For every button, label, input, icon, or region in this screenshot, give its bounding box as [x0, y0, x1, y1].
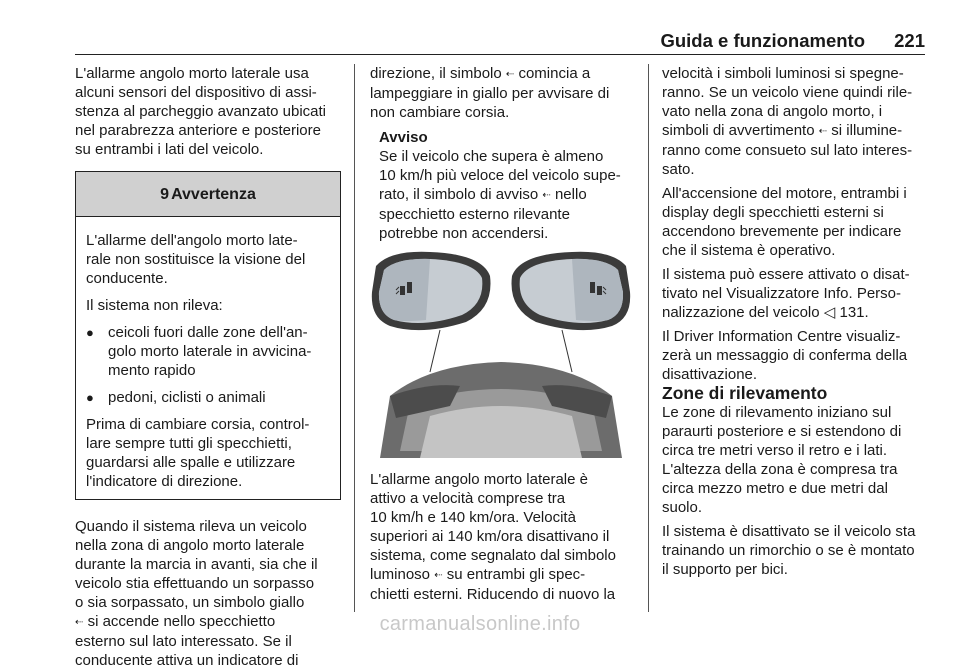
page-number: 221	[894, 30, 925, 51]
blind-spot-symbol-icon: ⇠	[505, 69, 515, 80]
note-title: Avviso	[379, 129, 428, 146]
warning-paragraph: Prima di cambiare corsia, control- lare sempre tutti gli specchietti, guardarsi alle spalle e utilizzare l'indicatore di direzione.	[86, 416, 310, 490]
section-title: Guida e funzionamento	[660, 30, 865, 51]
section-heading: Zone di rilevamento	[662, 383, 828, 403]
blind-spot-symbol-icon: ⇠	[818, 126, 828, 137]
body-paragraph: Quando il sistema rileva un veicolo nella zona di angolo morto laterale durante la marcia in avanti, sia che il veicolo stia effettuando un sorpasso o sia sorpassato, un simbolo giallo ⇠ si accende nello specchietto esterno sul lato interessato. Se il conducente attiva un indicatore di	[75, 518, 318, 669]
page-reference-link[interactable]: 131.	[839, 304, 869, 321]
warning-icon: 9	[160, 185, 170, 203]
page-header	[75, 30, 925, 55]
blind-spot-symbol-icon: ⇠	[434, 570, 443, 581]
column-divider-left	[354, 64, 355, 612]
body-paragraph: All'accensione del motore, entrambi i display degli specchietti esterni si accendono brevemente per indicare che il sistema è operativo.	[662, 185, 907, 259]
intro-paragraph: L'allarme angolo morto laterale usa alcuni sensori del dispositivo di assi- stenza al parcheggio avanzato ubicati nel parabrezza anteriore e posteriore su entrambi i lati del veicolo.	[75, 65, 327, 158]
warning-title: Avvertenza	[171, 185, 256, 203]
column-2-lower	[370, 470, 632, 604]
warning-bullet-item: ● ceicoli fuori dalle zone dell'an- golo morto laterale in avvicina- mento rapido	[86, 324, 312, 379]
page-reference-arrow-icon: ◁	[823, 304, 836, 321]
blind-spot-symbol-icon: ⇠	[75, 617, 84, 628]
warning-header	[76, 172, 340, 217]
mirror-illustration	[370, 246, 632, 458]
body-paragraph: direzione, il simbolo ⇠ comincia a lampeggiare in giallo per avvisare di non cambiare corsia.	[370, 65, 610, 121]
body-paragraph: Il Driver Information Centre visualiz- zerà un messaggio di conferma della disattivazione.	[662, 328, 908, 383]
body-paragraph: Il sistema può essere attivato o disat- tivato nel Visualizzatore Info. Perso- nalizzazione del veicolo ◁ 131.	[662, 266, 910, 321]
warning-box	[75, 171, 341, 500]
mirrors-and-car-figure	[370, 246, 632, 458]
blind-spot-symbol-icon: ⇠	[542, 190, 551, 201]
watermark: carmanualsonline.info	[379, 613, 581, 635]
warning-paragraph: L'allarme dell'angolo morto late- rale non sostituisce la visione del conducente.	[86, 232, 306, 287]
column-1	[75, 64, 343, 670]
note-block: Avviso Se il veicolo che supera è almeno 10 km/h più veloce del veicolo supe- rato, il simbolo di avviso ⇠ nello specchietto esterno rilevante potrebbe non accendersi.	[370, 122, 632, 243]
body-paragraph: L'allarme angolo morto laterale è attivo a velocità comprese tra 10 km/h e 140 km/ora. Velocità superiori ai 140 km/ora disattivano il sistema, come segnalato dal simbolo luminoso ⇠ su entrambi gli spec- chietti esterni. Riducendo di nuovo la	[370, 471, 616, 603]
bullet-icon: ●	[86, 325, 94, 340]
column-divider-right	[648, 64, 649, 612]
warning-list-intro: Il sistema non rileva:	[86, 297, 223, 314]
body-paragraph: Il sistema è disattivato se il veicolo sta trainando un rimorchio o se è montato il supporto per bici.	[662, 523, 916, 578]
body-paragraph: Le zone di rilevamento iniziano sul paraurti posteriore e si estendono di circa tre metri verso il retro e i lati. L'altezza della zona è compresa tra circa mezzo metro e due metri dal suolo.	[662, 404, 902, 516]
column-3	[662, 64, 928, 579]
warning-body	[76, 217, 340, 499]
bullet-icon: ●	[86, 390, 94, 405]
warning-bullet-item: ● pedoni, ciclisti o animali	[86, 389, 266, 406]
column-2	[370, 64, 632, 243]
body-paragraph: velocità i simboli luminosi si spegne- ranno. Se un veicolo viene quindi rile- vato nella zona di angolo morto, i simboli di avvertimento ⇠ si illumine- ranno come consueto sul lato interes- sato.	[662, 65, 913, 178]
